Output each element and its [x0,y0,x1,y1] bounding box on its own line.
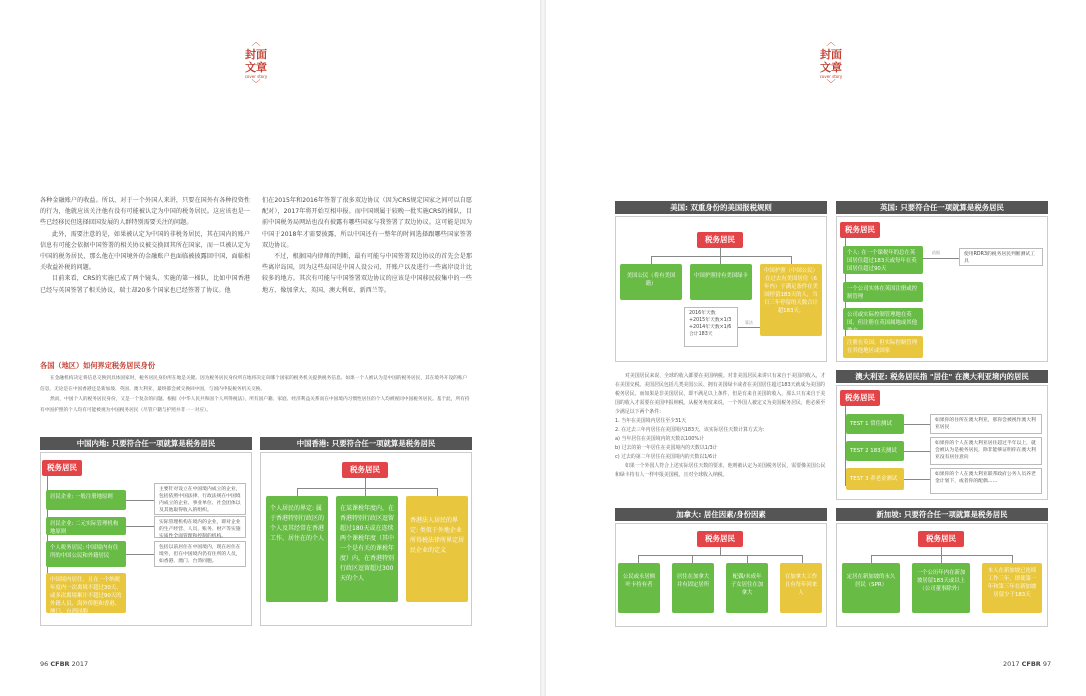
paragraph: 各种金融账户的收益。所以，对于一个外国人来讲，只要在国外有各种投资性的行为，他就应该关注他有没有可能被认定为中国的税务居民。这应该也是一些已经移民但选择回国发展的人群特别需要关注的问题。 [40,197,250,227]
au-title: 澳大利亚: 税务居民指 "居住" 在澳大利亚境内的居民 [836,370,1048,383]
footer-right [1003,660,1051,668]
connector [941,555,942,563]
mainland-note-2: 实际管理机构在境内的企业，即对企业的生产经营、人员、账务、财产等实施实质性全面管理和控制的机构。 [154,516,246,538]
connector [651,256,791,257]
connector [126,554,154,555]
us-box-1: 美国公民（将有美国籍） [620,264,682,300]
calc-line: +2014年天数×1/6 [689,325,732,330]
sg-badge: 税务居民 [918,531,964,547]
paragraph: 如果一个外国人符合上述实际居住天数的要求，他则被认定为美国税务居民，需要像美国公民和绿卡持有人一样申报美国税，且对全球收入纳税。 [615,463,826,478]
mainland-item-1: 居民企业: 一般注册地原则 [46,490,126,510]
uk-badge: 税务居民 [840,222,880,238]
mainland-item-4: 中国境内居住，且在一个纳税年度内一次离境不超过30天、或多次离境累计不超过90天的外籍人员、海外侨胞和香港、澳门、台湾同胞 [46,573,126,613]
connector [941,547,942,555]
mainland-title: 中国内地: 只要符合任一项就算是税务居民 [40,437,252,450]
connector [365,488,366,496]
page-number: 97 [1042,660,1052,668]
au-test-3: TEST 3 养老金测试 [846,468,904,490]
paragraph: 在金融机构决定将信息交换到具体国家时，税务居民身份所在地是关键。因为税务居民身份所在地将决定向哪个国家的税务机关提供税务信息。如果一个人被认为是中国的税务居民，其在境外开设的账户信息，无论是在中国香港还是新加坡、英国、澳大利亚，最终都会被交换回中国，与国内申报税务机关交换。 [40,376,468,392]
paragraph: 们在2015年和2016年签署了很多双边协议（因为CRS规定国家之间可以自愿配对），2017年将开始互相申报。而中国则属于较晚一批实施CRS的梯队，目前中国税务局网站也没有披露有哪些国家与我签署了双边协议。这可能是因为中国于2018年才需要披露，所以中国还有一整年的时间选择跟哪些国家签署双边协议。 [262,197,472,249]
connector [738,327,760,328]
calc-label: 算法 [745,320,753,325]
us-box-2: 中国护照持有美国绿卡 [690,264,752,300]
au-result-3: 如果你的个人在澳大利亚联邦政府公务人员养老金计划下，或者你的配偶…… [930,468,1042,494]
mainland-note-3: 包括以前居住在中国境内，现在居住在境外，但在中国境内仍有住所的人员，如香港、澳门、台湾同胞。 [154,541,246,567]
chevron-up-icon: ︿ [826,38,836,48]
au-result-1: 如果你的住所在澳大利亚，那你会被视作澳大利亚居民 [930,414,1042,434]
footer-left [40,660,88,668]
chevron-down-icon: ﹀ [826,80,836,90]
connector [720,547,721,555]
mainland-badge: 税务居民 [42,460,82,476]
paragraph: 然而，中国个人的税务居民身份，又是一个复杂的问题。根据《中华人民共和国个人所得税法》，所有国户籍、家庭、经济利益关系而在中国境内习惯性居住的个人均被视同中国税务居民。基于此，所有持有中国护照的个人均有可能被视为中国税务居民（尽管户籍与护照并非一一对应）。 [40,397,470,413]
hongkong-badge: 税务居民 [342,462,388,478]
ca-box-3: 配偶/未成年子女居住在加拿大 [726,563,768,613]
chevron-down-icon: ﹀ [251,80,261,90]
ca-box-1: 公民或永居枫叶卡持有者 [618,563,660,613]
us-box-3: 中国护照（中国公民）在过去有美国居住（6年内）于满足条件在美国停留183天的人，当日三年停留的天数合计超183天。 [760,264,822,336]
uk-title: 英国: 只要符合任一项就算是税务居民 [836,201,1048,214]
connector [871,555,872,563]
connector [802,555,803,563]
uk-item-2: 一个公司实体在英国注册或控制管理 [843,282,923,302]
uk-label: 依据 [932,250,940,255]
mainland-item-2: 居民企业: 二元实际管理机构地原则 [46,517,126,535]
page-number: 96 [40,660,49,668]
connector [904,451,930,452]
uk-item-1: 个人: 在一个课税年的总在英国居住超过183天或每年在英国居住超过90天 [843,246,923,274]
magazine-name: CFBR [50,660,70,668]
connector [720,248,721,256]
paragraph: 2. 在过去三年内居住在美国境内183天，该实际居住天数计算方式为: [615,427,765,433]
connector [638,555,639,563]
cover-story-mark-right [816,38,846,90]
paragraph: 此外，需要注意的是，如果被认定为中国的非税务居民，其在国内的账户信息有可能会依据中国签署的相关协议被交换回其所在国家，而一旦被认定为中国的税务居民，那么他在中国境外的金融账户也面临被披露回中国，面临相关收益补税的问题。 [40,230,250,272]
sg-box-1: 定居在新加坡的永久居民（SPR） [842,563,900,613]
paragraph: a) 当年居住在美国境内的天数以100%计 [615,436,704,442]
au-test-2: TEST 2 183天测试 [846,441,904,461]
cover-story-mark-left [241,38,271,90]
us-calc-box [684,307,738,347]
uk-note: 使用RDR3的税务居民判断测试工具 [959,248,1043,266]
us-title: 美国: 双重身份的美国报税规则 [615,201,827,214]
ca-box-4: 在加拿大工作且有每年回来人 [780,563,822,613]
au-result-2: 如果你的个人在澳大利亚居住超过半年以上，就会被认为是税务居民，除非能够证明你在澳大利亚没有居住意向 [930,437,1042,465]
connector [904,479,930,480]
mark-line1: 封面 [820,48,842,61]
sg-title: 新加坡: 只要符合任一项就算是税务居民 [836,508,1048,521]
hongkong-title: 中国香港: 只要符合任一项就算是税务居民 [260,437,472,450]
paragraph: 1. 当年在美国境内居住至少31天 [615,418,687,424]
page-spine [540,0,546,696]
au-badge: 税务居民 [840,390,880,406]
connector [651,256,652,264]
connector [437,488,438,496]
uk-item-3: 公司或实际控制管理地在英国，但注册在英国属地或其他地方 [843,308,923,330]
ca-title: 加拿大: 居住因素/身份因素 [615,508,827,521]
chevron-up-icon: ︿ [251,38,261,48]
connector [297,488,298,496]
connector [126,500,154,501]
body-column-1 [40,195,250,296]
connector [126,526,154,527]
paragraph: 对美国居民来说，全球的收入都要在美国纳税。对非美国居民来讲只有来自于美国的收入，才在美国交税。美国居民包括几类美国公民、拥有美国绿卡或者在美国居住超过183天就成为美国的税务居民，而如果是非美国居民，即不满足以上条件，但是有来自美国的收入，那么只有来自于美国的收入才需要在美国申报纳税。从税务角度来说，一个外国人被定义为美国税务居民，他必须至少满足以下两个条件： [615,373,826,415]
mark-line2: 文章 [820,61,842,74]
connector [791,256,792,264]
mainland-note-1: 主要针对设立在中国境内成立的企业，包括依照中国法律、行政法规在中国境内成立的企业、事业单位、社会团体以及其他取得收入的组织。 [154,483,246,515]
us-explanation [615,372,827,480]
hongkong-box-2: 在某课税年度内，在香港特别行政区逗留超过180天或在连续两个课税年度（其中一个是有关的课税年度）内，在香港特别行政区逗留超过300天的个人 [336,496,398,602]
connector [904,424,930,425]
mark-line1: 封面 [245,48,267,61]
ca-box-2: 居住在加拿大并有固定居所 [672,563,714,613]
connector [692,555,693,563]
paragraph: b) 过去的第一年居住在美国境内的天数以1/3计 [615,445,718,451]
magazine-name: CFBR [1021,660,1041,668]
body-column-2 [262,195,472,296]
connector [297,488,437,489]
mark-en: cover story [819,74,843,79]
calc-line: 2016年天数 [689,311,716,316]
connector [638,555,802,556]
uk-item-4: 注册在英国，但实际控制管理在其他地区或国家 [843,336,923,358]
section-title: 各国（地区）如何界定税务居民身份 [40,361,156,370]
connector [747,555,748,563]
sg-box-3: 本人在新加坡已连续工作三年，即使第一年和第三年在新加坡居留少于183天 [982,563,1042,613]
ca-badge: 税务居民 [697,531,743,547]
issue-year: 2017 [1003,660,1020,668]
section-intro [40,374,470,416]
paragraph: 不过，根据国内律师的判断，最有可能与中国签署双边协议的首先会是那些离岸岛国，因为这些岛国是中国人设公司、开账户以及进行一些离岸设计比较多的地方。其次有可能与中国签署双边协议的应该是中国移民较集中的一些地方，像加拿大、英国、澳大利亚、新西兰等。 [262,253,472,294]
mark-line2: 文章 [245,61,267,74]
calc-line: 合计183天 [689,332,713,337]
hongkong-box-3: 香港法人居民的界定: 类似于外地企业所得税法律所界定居民企业的定义 [406,496,468,602]
hongkong-box-1: 个人居民的界定: 属于香港特别行政区的个人及其经常在香港工作、居住在的个人 [266,496,328,602]
mainland-item-3: 个人税务居民: 中国境内有住所的中国公民和外籍居民 [46,541,126,567]
calc-line: +2015年天数×1/3 [689,318,732,323]
connector [923,258,959,259]
paragraph: c) 过去的第二年居住在美国境内的天数以1/6计 [615,454,718,460]
us-badge: 税务居民 [697,232,743,248]
paragraph: 目前来看，CRS的实施已成了两个镜头，实施的第一梯队，比如中国香港已经与英国签署了相关协议，瑞士却20多个国家也已经签署了协议。他 [40,275,250,294]
issue-year: 2017 [71,660,89,668]
connector [365,478,366,488]
mark-en: cover story [244,74,268,79]
connector [720,256,721,264]
au-test-1: TEST 1 常住测试 [846,414,904,434]
connector [1012,555,1013,563]
sg-box-2: 一个公历年内在新加坡居留183天或以上（公司董事除外） [912,563,970,613]
